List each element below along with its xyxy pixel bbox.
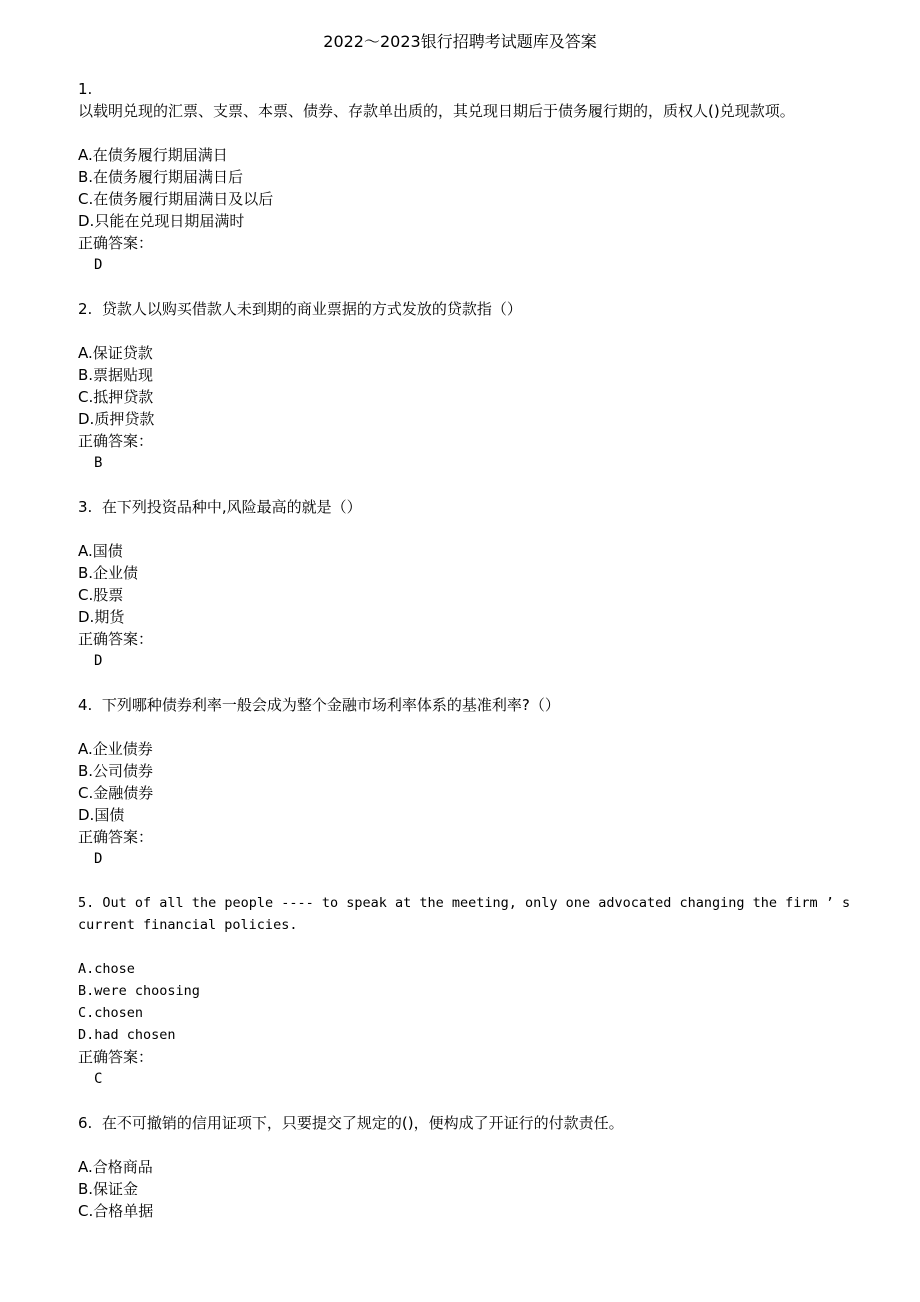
question-text: 以载明兑现的汇票、支票、本票、债券、存款单出质的，其兑现日期后于债务履行期的，质权人()兑现款项。	[78, 102, 795, 120]
option-c: C.股票	[78, 586, 124, 604]
question-number: 2.	[78, 300, 93, 318]
question-text: 贷款人以购买借款人未到期的商业票据的方式发放的贷款指（）	[101, 300, 522, 318]
answer-label: 正确答案：	[78, 630, 154, 648]
option-d: D.期货	[78, 608, 125, 626]
option-b: B.保证金	[78, 1180, 139, 1198]
answer-value: D	[94, 257, 103, 273]
option-a: A.国债	[78, 542, 123, 560]
option-a: A.chose	[78, 961, 135, 977]
question-1	[78, 78, 868, 276]
option-b: B.公司债券	[78, 762, 154, 780]
question-line	[78, 496, 868, 518]
option-d: D.质押贷款	[78, 410, 155, 428]
option-c: C.在债务履行期届满日及以后	[78, 190, 274, 208]
question-line	[78, 298, 868, 320]
answer-label: 正确答案：	[78, 234, 154, 252]
answer-label: 正确答案：	[78, 1048, 154, 1066]
document-title: 2022～2023银行招聘考试题库及答案	[323, 32, 597, 51]
question-4	[78, 694, 868, 870]
option-d: D.只能在兑现日期届满时	[78, 212, 245, 230]
option-c: C.合格单据	[78, 1202, 154, 1220]
answer-value: D	[94, 653, 103, 669]
question-text: 下列哪种债券利率一般会成为整个金融市场利率体系的基准利率?（）	[101, 696, 560, 714]
question-line	[78, 892, 868, 936]
answer-value: C	[94, 1071, 103, 1087]
answer-label: 正确答案：	[78, 828, 154, 846]
answer-label: 正确答案：	[78, 432, 154, 450]
question-6	[78, 1112, 868, 1222]
question-text: Out of all the people ---- to speak at the meeting, only one advocated changing the firm ’ s current financial policies.	[78, 895, 859, 933]
question-3	[78, 496, 868, 672]
option-b: B.在债务履行期届满日后	[78, 168, 244, 186]
question-number: 1.	[78, 80, 93, 98]
option-b: B.票据贴现	[78, 366, 154, 384]
option-c: C.抵押贷款	[78, 388, 154, 406]
question-number: 6.	[78, 1114, 93, 1132]
option-a: A.企业债券	[78, 740, 153, 758]
question-number: 4.	[78, 696, 93, 714]
option-c: C.chosen	[78, 1005, 144, 1021]
question-text: 在下列投资品种中,风险最高的就是（）	[101, 498, 362, 516]
option-c: C.金融债券	[78, 784, 154, 802]
answer-value: D	[94, 851, 103, 867]
option-d: D.had chosen	[78, 1027, 176, 1043]
question-list	[78, 78, 868, 1244]
question-2	[78, 298, 868, 474]
question-line	[78, 694, 868, 716]
option-a: A.保证贷款	[78, 344, 153, 362]
question-5	[78, 892, 868, 1090]
option-b: B.were choosing	[78, 983, 200, 999]
answer-value: B	[94, 455, 103, 471]
option-b: B.企业债	[78, 564, 139, 582]
option-a: A.在债务履行期届满日	[78, 146, 228, 164]
question-text: 在不可撤销的信用证项下，只要提交了规定的()，便构成了开证行的付款责任。	[101, 1114, 624, 1132]
question-line	[78, 1112, 868, 1134]
option-d: D.国债	[78, 806, 125, 824]
question-number: 5.	[78, 895, 95, 911]
question-number: 3.	[78, 498, 93, 516]
option-a: A.合格商品	[78, 1158, 153, 1176]
